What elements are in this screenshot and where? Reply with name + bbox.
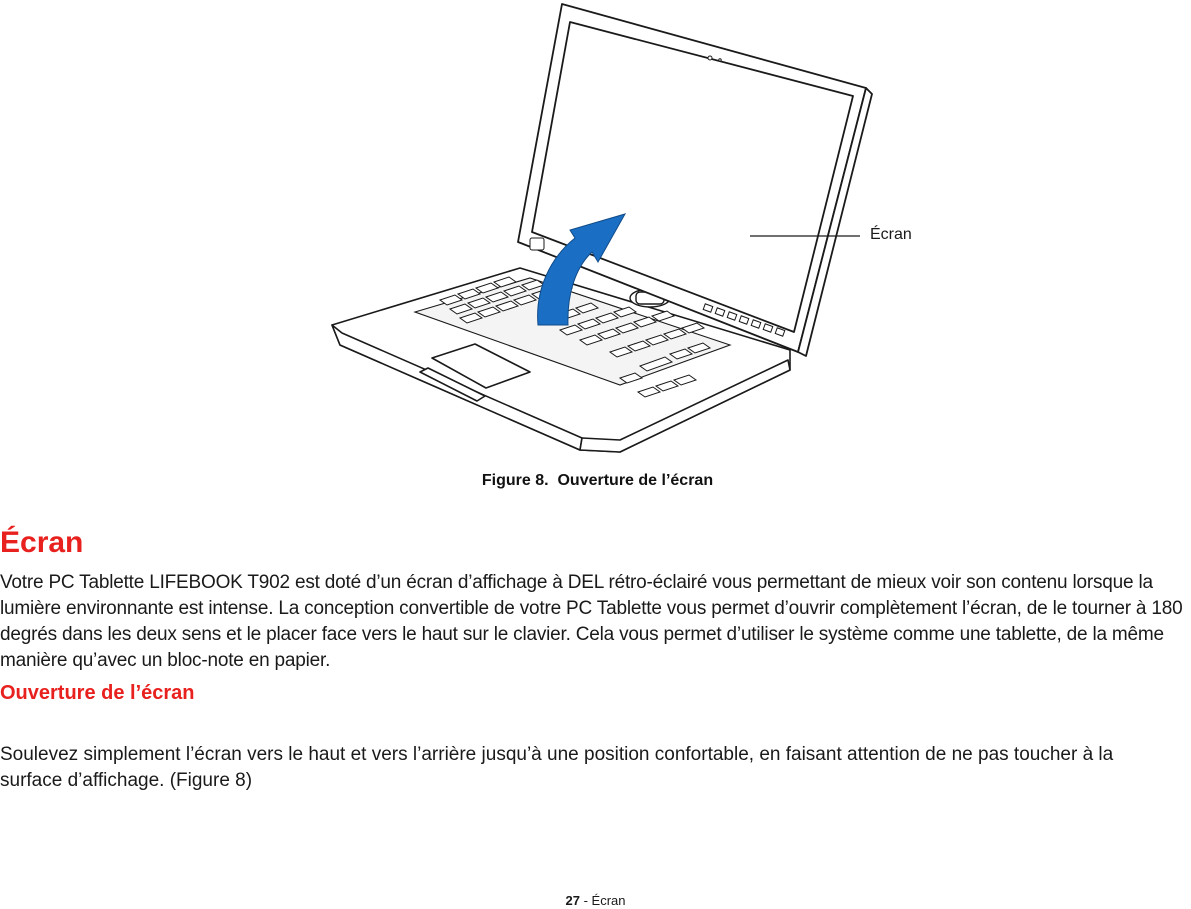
figure-caption: Figure 8. Ouverture de l’écran <box>481 472 714 489</box>
subsection-paragraph: Soulevez simplement l’écran vers le haut et vers l’arrière jusqu’à une position confortable, en faisant attention de ne pas toucher à la surface d’affichage. (Figure 8) <box>0 744 1114 791</box>
section-paragraph: Votre PC Tablette LIFEBOOK T902 est doté d’un écran d’affichage à DEL rétro-éclairé vous permettant de mieux voir son contenu lorsque la lumière environnante est intense. La conception convertible de votre PC Tablette vous permet d’ouvrir complètement l’écran, de le tourner à 180 degrés dans les deux sens et le placer face vers le haut sur le clavier. Cela vous permet d’utiliser le système comme une tablette, de la même manière qu’avec un bloc-note en papier. <box>0 572 1183 671</box>
page-number: 27 <box>565 893 580 908</box>
figure-callout-label: Écran <box>870 226 912 243</box>
section-title: Écran <box>0 526 84 559</box>
laptop-illustration <box>320 0 920 470</box>
page-footer <box>0 893 1191 908</box>
footer-separator: - <box>579 893 592 908</box>
subsection-title: Ouverture de l’écran <box>0 682 195 704</box>
footer-label: Écran <box>591 893 626 908</box>
laptop-figure <box>320 0 920 470</box>
